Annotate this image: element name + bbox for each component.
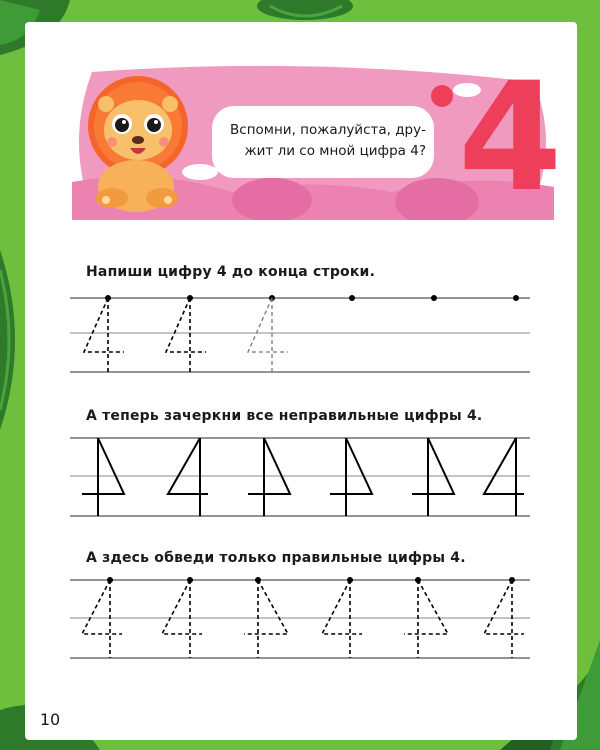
page-number: 10	[31, 703, 69, 735]
task-3-title: А здесь обведи только правильные цифры 4.	[86, 550, 466, 566]
speech-line-1: Вспомни, пожалуйста, дру-	[230, 122, 426, 138]
start-dot[interactable]	[431, 295, 437, 301]
task-3-row	[70, 576, 530, 660]
lion-icon	[76, 64, 196, 214]
correct-digit-4[interactable]	[484, 438, 524, 516]
mirrored-digit-4[interactable]	[82, 438, 124, 516]
mirrored-digit-4[interactable]	[248, 438, 290, 516]
task-1-title: Напиши цифру 4 до конца строки.	[86, 264, 376, 280]
task-2-title: А теперь зачеркни все неправильные цифры 4.	[86, 408, 483, 424]
mirrored-digit-4[interactable]	[412, 438, 454, 516]
task-2-row	[70, 434, 530, 518]
start-dot[interactable]	[349, 295, 355, 301]
speech-text	[226, 120, 426, 162]
speech-line-2: жит ли со мной цифра 4?	[244, 143, 426, 159]
big-digit-4: 4	[458, 51, 563, 225]
mirrored-digit-4[interactable]	[330, 438, 372, 516]
correct-digit-4[interactable]	[168, 438, 208, 516]
start-dot[interactable]	[513, 295, 519, 301]
task-1-writing-row	[70, 292, 530, 374]
